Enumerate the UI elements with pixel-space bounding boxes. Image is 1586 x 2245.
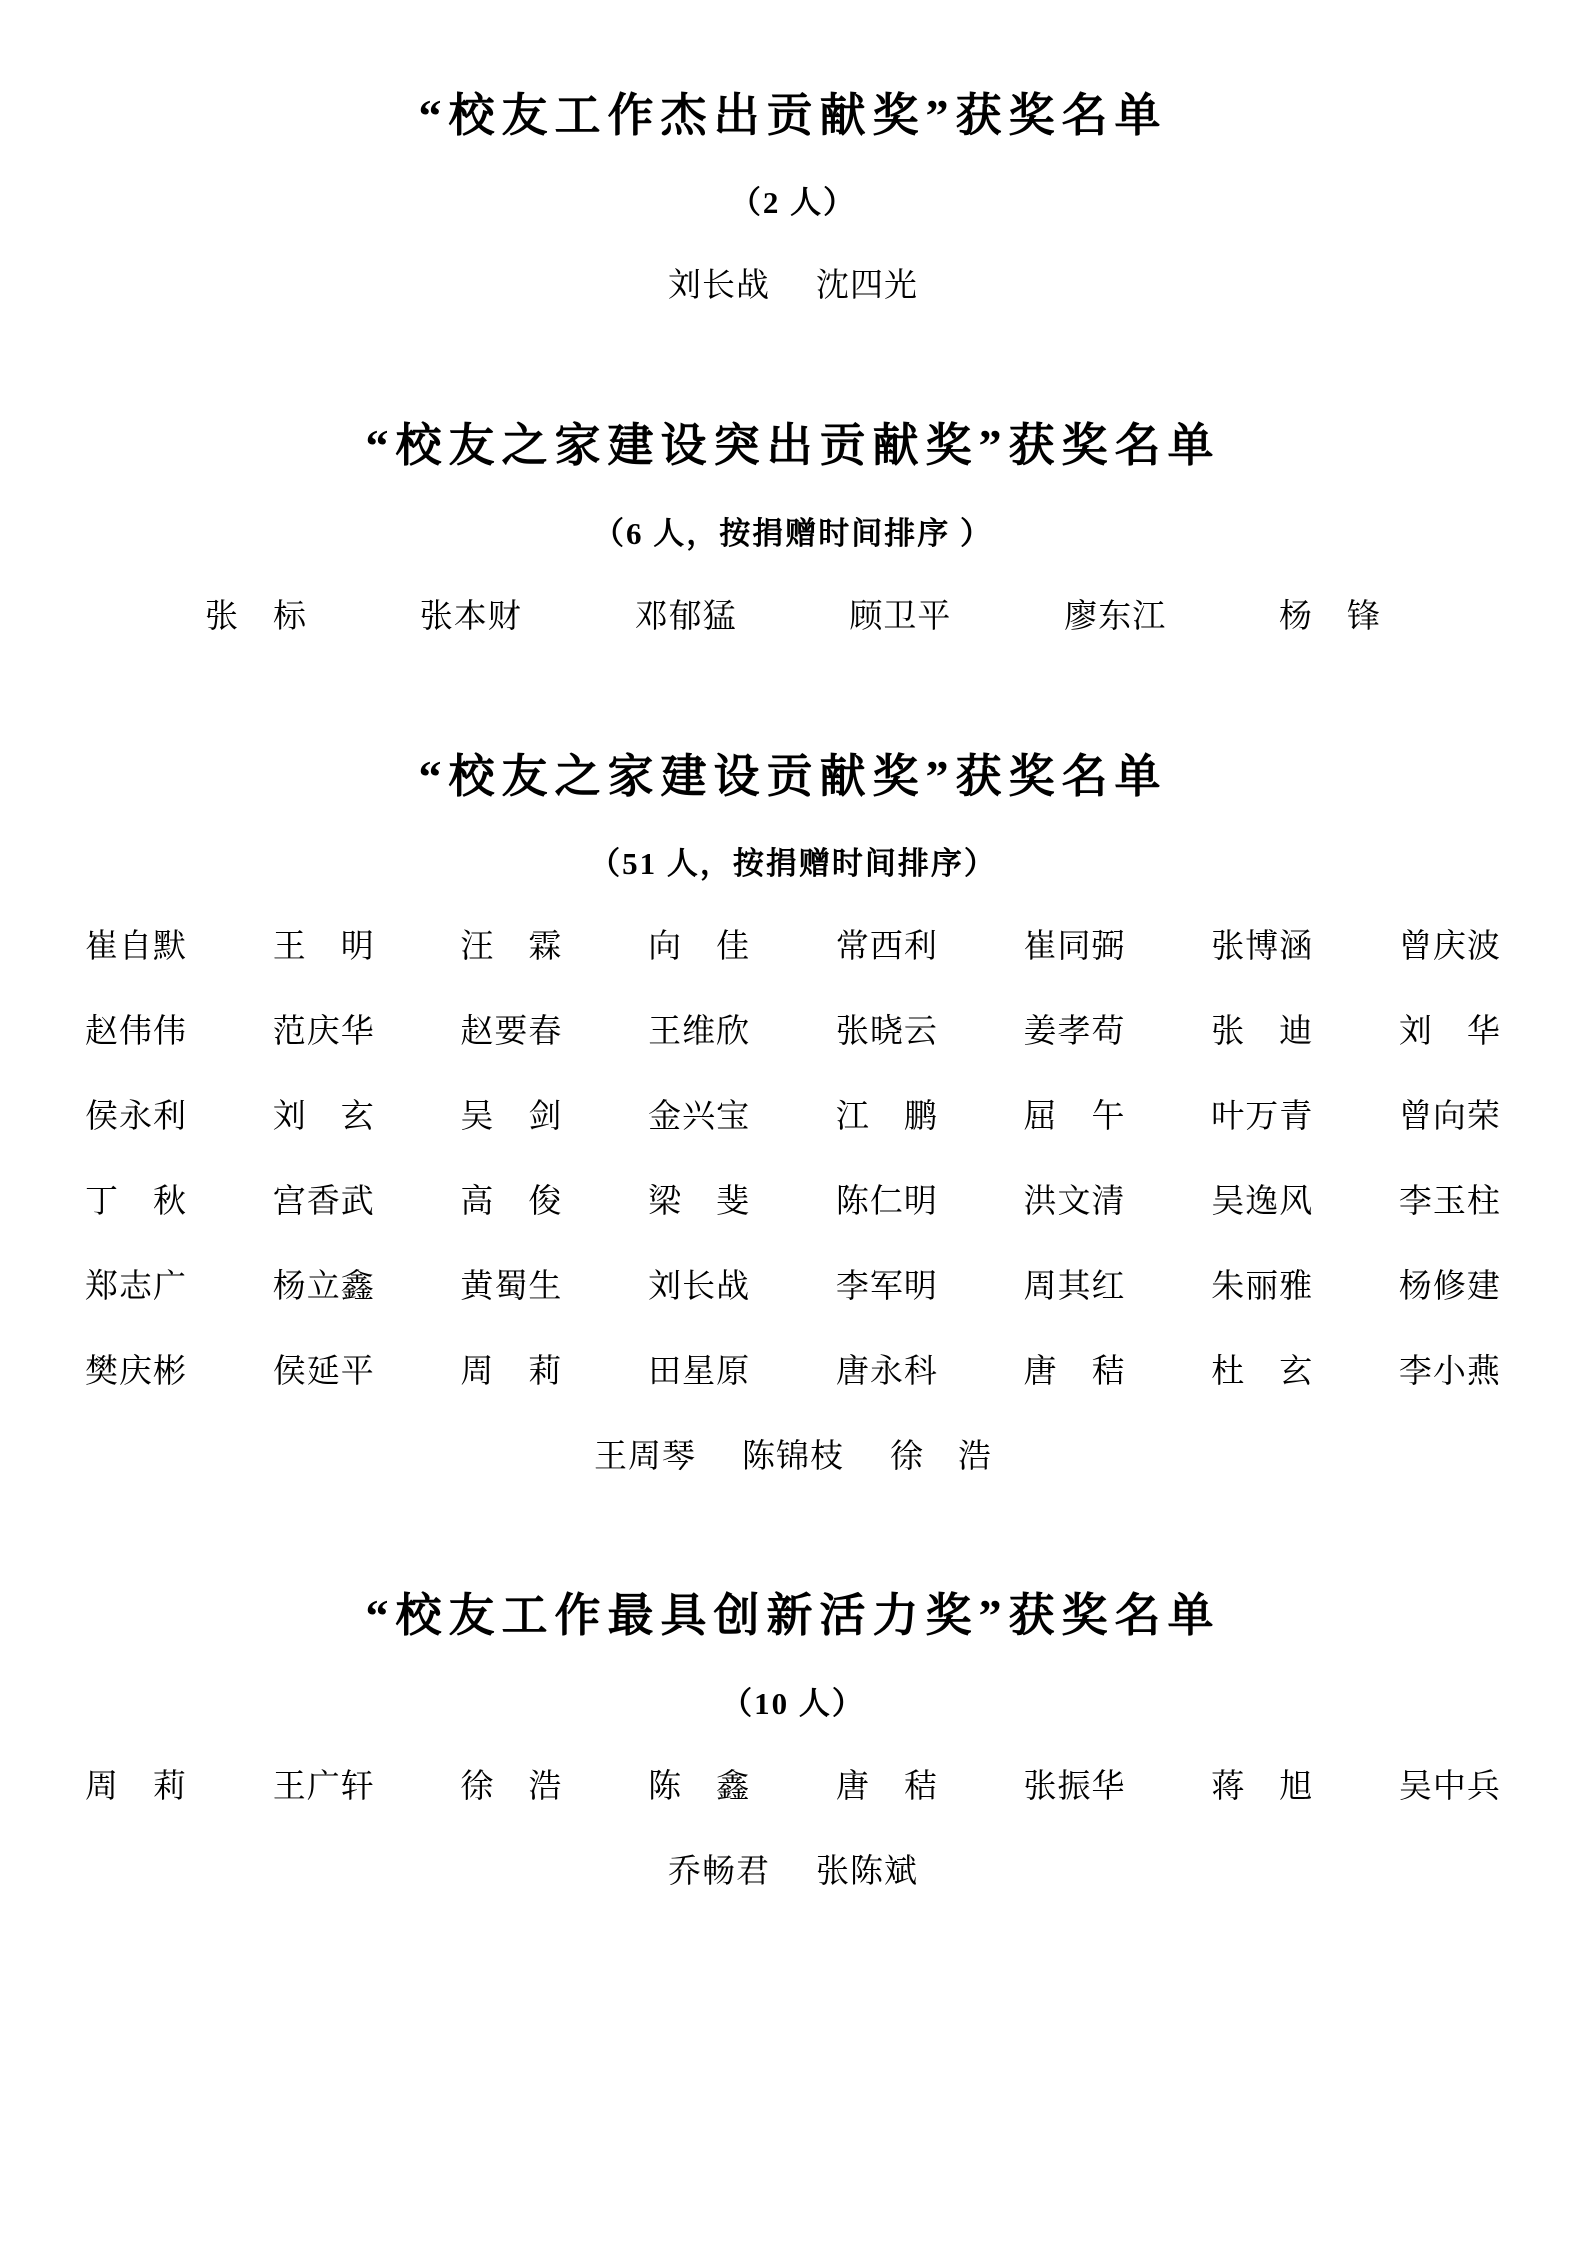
winner-name: 汪 霖 bbox=[460, 929, 563, 966]
winner-name: 张本财 bbox=[419, 598, 522, 635]
name-row bbox=[85, 1436, 1501, 1479]
winner-name: 吴逸风 bbox=[1211, 1183, 1314, 1220]
winner-name: 顾卫平 bbox=[849, 598, 952, 635]
winner-name: 廖东江 bbox=[1064, 598, 1167, 635]
section-title: “校友工作最具创新活力奖”获奖名单 bbox=[365, 1590, 1221, 1642]
winner-name: 刘长战 bbox=[668, 268, 770, 305]
name-row bbox=[85, 596, 1501, 639]
winner-name: 樊庆彬 bbox=[85, 1353, 187, 1390]
winner-name: 周其红 bbox=[1023, 1268, 1126, 1305]
winner-name: 崔自默 bbox=[85, 929, 187, 966]
winner-name: 张 标 bbox=[205, 598, 307, 635]
winner-name: 张晓云 bbox=[835, 1014, 938, 1051]
winner-name: 黄蜀生 bbox=[460, 1268, 563, 1305]
winner-name: 赵要春 bbox=[460, 1014, 563, 1051]
winner-name: 张博涵 bbox=[1211, 929, 1314, 966]
winner-name: 常西利 bbox=[835, 929, 938, 966]
winner-name: 张振华 bbox=[1023, 1768, 1126, 1805]
winner-name: 唐永科 bbox=[835, 1353, 938, 1390]
winner-name: 唐 秸 bbox=[835, 1768, 938, 1805]
winner-name: 周 莉 bbox=[460, 1353, 563, 1390]
winner-name: 杨修建 bbox=[1398, 1268, 1501, 1305]
winner-name: 朱丽雅 bbox=[1211, 1268, 1314, 1305]
winner-name: 向 佳 bbox=[648, 929, 751, 966]
name-row bbox=[85, 1266, 1501, 1309]
winner-name: 徐 浩 bbox=[460, 1768, 563, 1805]
section-title: “校友工作杰出贡献奖”获奖名单 bbox=[418, 90, 1168, 141]
winner-name: 赵伟伟 bbox=[85, 1014, 187, 1051]
winner-name: 高 俊 bbox=[460, 1183, 563, 1220]
winner-name: 陈仁明 bbox=[835, 1183, 938, 1220]
winner-name: 刘 华 bbox=[1398, 1014, 1501, 1051]
award-section-outstanding-contribution bbox=[85, 88, 1501, 308]
winner-name: 王 明 bbox=[272, 929, 375, 966]
winner-name: 张 迪 bbox=[1211, 1014, 1314, 1051]
winner-name: 屈 午 bbox=[1023, 1099, 1126, 1136]
name-row bbox=[85, 265, 1501, 308]
winner-name: 田星原 bbox=[648, 1353, 751, 1390]
winner-name: 徐 浩 bbox=[890, 1438, 992, 1475]
name-row bbox=[85, 1096, 1501, 1139]
winner-name: 李玉柱 bbox=[1398, 1183, 1501, 1220]
section-subtitle: （10 人） bbox=[721, 1685, 865, 1721]
award-section-alumni-home-contribution bbox=[85, 749, 1501, 1479]
winner-name: 李军明 bbox=[835, 1268, 938, 1305]
winner-name: 杜 玄 bbox=[1211, 1353, 1314, 1390]
winner-name: 邓郁猛 bbox=[634, 598, 737, 635]
winner-name: 王广轩 bbox=[272, 1768, 375, 1805]
winner-name: 侯延平 bbox=[272, 1353, 375, 1390]
section-title: “校友之家建设突出贡献奖”获奖名单 bbox=[365, 420, 1221, 472]
winner-name: 王周琴 bbox=[594, 1438, 696, 1475]
winner-name: 唐 秸 bbox=[1023, 1353, 1126, 1390]
winner-name: 刘 玄 bbox=[272, 1099, 375, 1136]
winner-name: 郑志广 bbox=[85, 1268, 187, 1305]
winner-name: 丁 秋 bbox=[85, 1183, 187, 1220]
winner-name: 吴中兵 bbox=[1398, 1768, 1501, 1805]
winner-name: 吴 剑 bbox=[460, 1099, 563, 1136]
award-section-innovation-vitality bbox=[85, 1588, 1501, 1893]
winner-name: 崔同弼 bbox=[1023, 929, 1126, 966]
section-subtitle: （6 人，按捐赠时间排序 ） bbox=[593, 515, 993, 551]
winner-name: 周 莉 bbox=[85, 1768, 187, 1805]
winner-name: 梁 斐 bbox=[648, 1183, 751, 1220]
winner-name: 曾向荣 bbox=[1398, 1099, 1501, 1136]
winner-name: 沈四光 bbox=[816, 268, 918, 305]
winner-name: 曾庆波 bbox=[1398, 929, 1501, 966]
winner-name: 杨立鑫 bbox=[272, 1268, 375, 1305]
name-row bbox=[85, 1851, 1501, 1894]
winner-name: 李小燕 bbox=[1398, 1353, 1501, 1390]
winner-name: 杨 锋 bbox=[1278, 598, 1381, 635]
name-row bbox=[85, 1766, 1501, 1809]
winner-name: 洪文清 bbox=[1023, 1183, 1126, 1220]
winner-name: 蒋 旭 bbox=[1211, 1768, 1314, 1805]
winner-name: 王维欣 bbox=[648, 1014, 751, 1051]
winner-name: 乔畅君 bbox=[668, 1853, 770, 1890]
winner-name: 叶万青 bbox=[1211, 1099, 1314, 1136]
winner-name: 范庆华 bbox=[272, 1014, 375, 1051]
award-section-alumni-home-prominent bbox=[85, 418, 1501, 638]
name-row bbox=[85, 1181, 1501, 1224]
section-subtitle: （2 人） bbox=[729, 185, 857, 221]
section-subtitle: （51 人，按捐赠时间排序） bbox=[589, 845, 997, 881]
winner-name: 宫香武 bbox=[272, 1183, 375, 1220]
name-row bbox=[85, 926, 1501, 969]
winner-name: 刘长战 bbox=[648, 1268, 751, 1305]
winner-name: 江 鹏 bbox=[835, 1099, 938, 1136]
winner-name: 陈锦枝 bbox=[742, 1438, 844, 1475]
winner-name: 姜孝苟 bbox=[1023, 1014, 1126, 1051]
winner-name: 张陈斌 bbox=[816, 1853, 918, 1890]
name-row bbox=[85, 1011, 1501, 1054]
winner-name: 侯永利 bbox=[85, 1099, 187, 1136]
section-title: “校友之家建设贡献奖”获奖名单 bbox=[418, 750, 1168, 802]
name-row bbox=[85, 1351, 1501, 1394]
winner-name: 陈 鑫 bbox=[648, 1768, 751, 1805]
winner-name: 金兴宝 bbox=[648, 1099, 751, 1136]
